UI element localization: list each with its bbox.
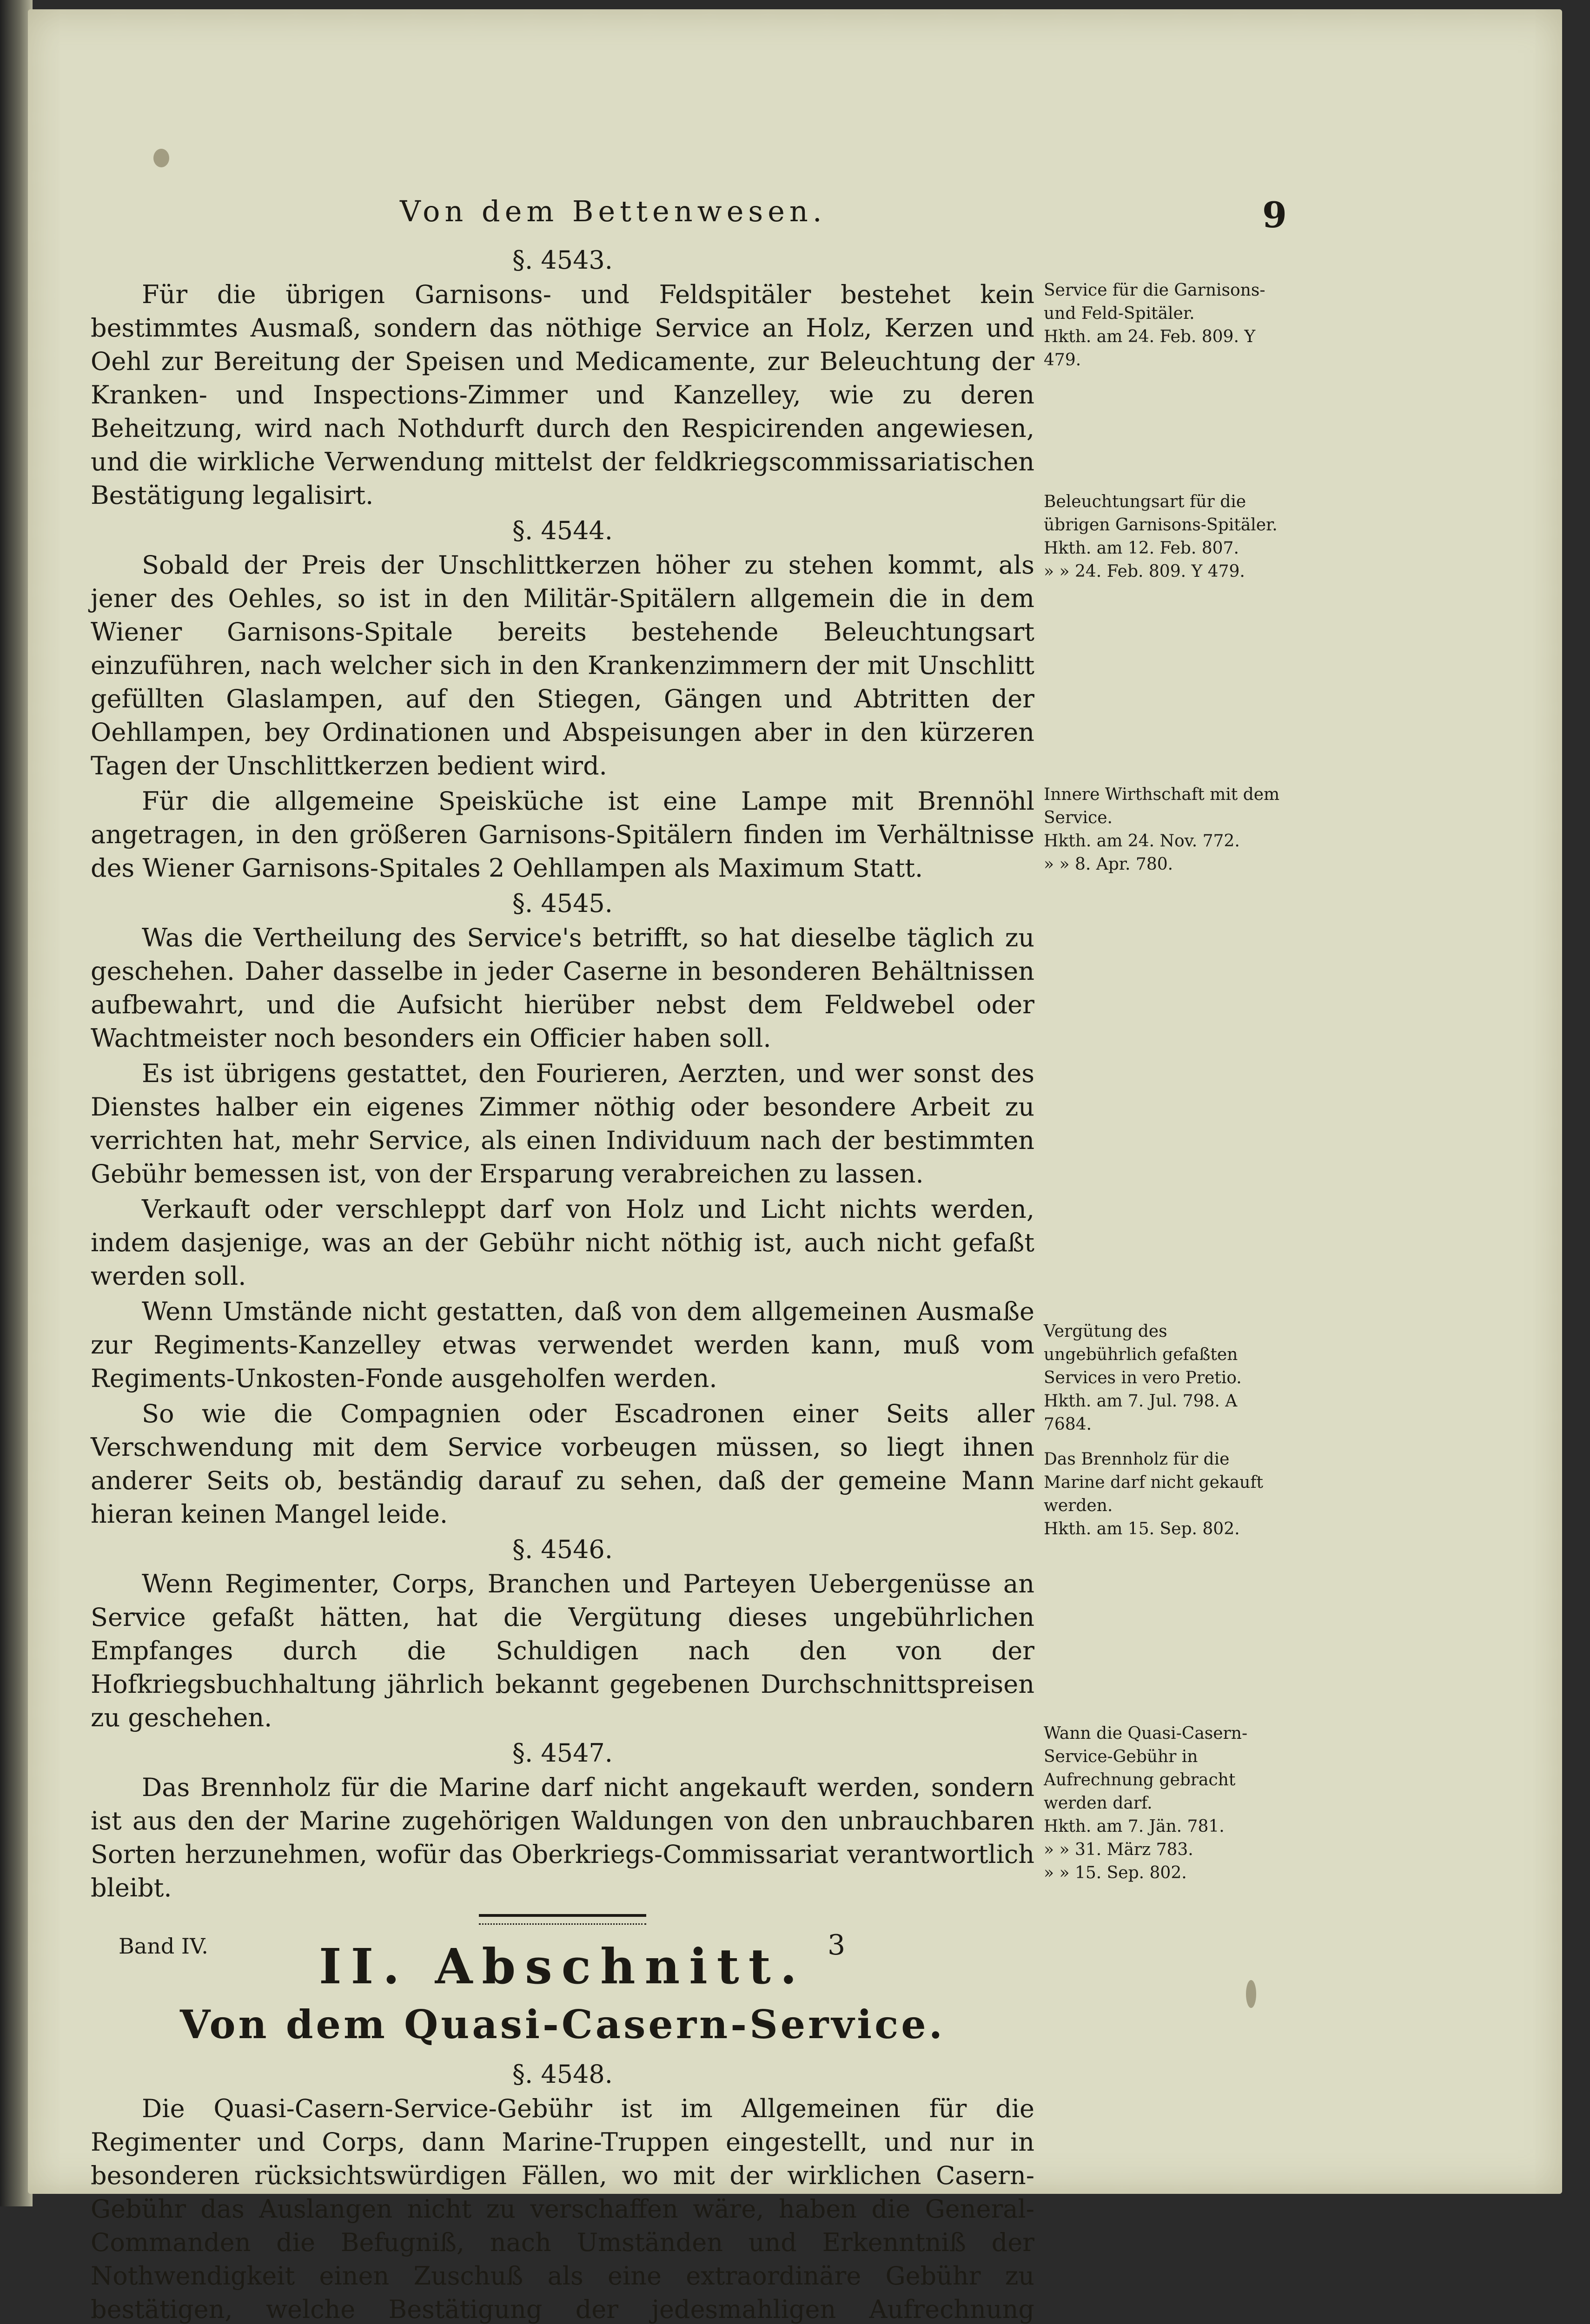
paragraph: Das Brennholz für die Marine darf nicht angekauft werden, sondern ist aus den der Marine zugehörigen Waldungen von den unbrauchbaren Sorten herzunehmen, wofür das Oberkriegs-Commissariat verantwortlich bleibt.	[91, 1773, 1034, 1902]
margin-note-ref: Hkth. am 24. Nov. 772.	[1044, 832, 1240, 851]
margin-note-ref: » » 8. Apr. 780.	[1044, 855, 1173, 874]
page-number: 9	[1262, 194, 1287, 236]
margin-note-ref: Hkth. am 7. Jän. 781.	[1044, 1817, 1225, 1836]
ink-stain	[1246, 1980, 1256, 2008]
paragraph: Die Quasi-Casern-Service-Gebühr ist im Allgemeinen für die Regimenter und Corps, dann Marine-Truppen eingestellt, und nur in besonderen rücksichtswürdigen Fällen, wo mit der wirklichen Casern-Gebühr das Auslangen nicht zu verschaffen wäre, haben die General-Commanden die Befugniß, nach Umständen und Erkenntniß der Nothwendigkeit einen Zuschuß als eine extraordinäre Gebühr zu bestätigen, welche Bestätigung der jedesmahligen Aufrechnung	[91, 2094, 1034, 2324]
section-number: §. 4543.	[512, 245, 613, 275]
margin-note	[1044, 1722, 1285, 1885]
section-number: §. 4546.	[512, 1535, 613, 1564]
margin-note	[1044, 1320, 1285, 1436]
margin-note-ref: » » 24. Feb. 809. Y 479.	[1044, 562, 1245, 581]
margin-note-text: Beleuchtungsart für die übrigen Garnisons-Spitäler.	[1044, 492, 1278, 535]
paragraph: Was die Vertheilung des Service's betrifft, so hat dieselbe täglich zu geschehen. Daher dasselbe in jeder Caserne in besonderen Behältnissen aufbewahrt, und die Aufsicht hierüber nebst dem Feldwebel oder Wachtmeister noch besonders ein Officier haben soll.	[91, 923, 1034, 1053]
section-number: §. 4544.	[512, 516, 613, 545]
section-number: §. 4545.	[512, 889, 613, 918]
margin-note-ref: » » 31. März 783.	[1044, 1840, 1193, 1859]
paragraph: Für die allgemeine Speisküche ist eine Lampe mit Brennöhl angetragen, in den größeren Garnisons-Spitälern finden im Verhältnisse des Wiener Garnisons-Spitales 2 Oehllampen als Maximum Statt.	[91, 786, 1034, 883]
paragraph: Sobald der Preis der Unschlittkerzen höher zu stehen kommt, als jener des Oehles, so ist in den Militär-Spitälern allgemein die in dem Wiener Garnisons-Spitale bereits bestehende Beleuchtungsart einzuführen, nach welcher sich in den Krankenzimmern der mit Unschlitt gefüllten Glaslampen, auf den Stiegen, Gängen und Abtritten der Oehllampen, bey Ordinationen und Abspeisungen aber in den kürzeren Tagen der Unschlittkerzen bedient wird.	[91, 550, 1034, 780]
part-subtitle: Von dem Quasi-Casern-Service.	[180, 2001, 945, 2047]
margin-note-text: Vergütung des ungebührlich gefaßten Services in vero Pretio.	[1044, 1322, 1242, 1387]
paragraph: Wenn Regimenter, Corps, Branchen und Parteyen Uebergenüsse an Service gefaßt hätten, hat die Vergütung dieses ungebührlichen Empfanges durch die Schuldigen nach den von der Hofkriegsbuchhaltung jährlich bekannt gegebenen Durchschnittspreisen zu geschehen.	[91, 1569, 1034, 1732]
footer-signature: Band IV.	[119, 1934, 208, 1959]
margin-note-text: Innere Wirthschaft mit dem Service.	[1044, 785, 1280, 827]
margin-note-ref: Hkth. am 24. Feb. 809. Y 479.	[1044, 327, 1256, 370]
main-text-column	[91, 242, 1034, 2324]
margin-note-text: Service für die Garnisons- und Feld-Spitäler.	[1044, 281, 1265, 323]
margin-note-ref: Hkth. am 15. Sep. 802.	[1044, 1519, 1240, 1538]
paragraph: Verkauft oder verschleppt darf von Holz und Licht nichts werden, indem dasjenige, was an der Gebühr nicht nöthig ist, auch nicht gefaßt werden soll.	[91, 1195, 1034, 1291]
part-title: II. Abschnitt.	[318, 1938, 806, 1995]
margin-note-text: Wann die Quasi-Casern-Service-Gebühr in Aufrechnung gebracht werden darf.	[1044, 1724, 1248, 1813]
footer-signature-number: 3	[828, 1929, 846, 1961]
margin-note-text: Das Brennholz für die Marine darf nicht gekauft werden.	[1044, 1450, 1264, 1515]
ink-stain	[153, 149, 169, 167]
margin-note	[1044, 490, 1285, 583]
margin-note-ref: Hkth. am 12. Feb. 807.	[1044, 539, 1239, 558]
running-head: Von dem Bettenwesen.	[400, 194, 827, 228]
margin-note	[1044, 1448, 1285, 1541]
section-number: §. 4547.	[512, 1738, 613, 1768]
paragraph: Es ist übrigens gestattet, den Fourieren, Aerzten, und wer sonst des Dienstes halber ein eigenes Zimmer nöthig oder besondere Arbeit zu verrichten hat, mehr Service, als einen Individuum nach der bestimmten Gebühr bemessen ist, von der Ersparung verabreichen zu lassen.	[91, 1059, 1034, 1188]
margin-note-ref: » » 15. Sep. 802.	[1044, 1863, 1187, 1882]
section-number: §. 4548.	[512, 2060, 613, 2089]
paragraph: Für die übrigen Garnisons- und Feldspitäler bestehet kein bestimmtes Ausmaß, sondern das nöthige Service an Holz, Kerzen und Oehl zur Bereitung der Speisen und Medicamente, zur Beleuchtung der Kranken- und Inspections-Zimmer und Kanzelley, wie zu deren Beheitzung, wird nach Nothdurft durch den Respicirenden angewiesen, und die wirkliche Verwendung mittelst der feldkriegscommissariatischen Bestätigung legalisirt.	[91, 280, 1034, 510]
margin-note-ref: Hkth. am 7. Jul. 798. A 7684.	[1044, 1392, 1238, 1434]
decorative-rule	[479, 1914, 646, 1925]
margin-note	[1044, 279, 1285, 372]
paragraph: Wenn Umstände nicht gestatten, daß von dem allgemeinen Ausmaße zur Regiments-Kanzelley etwas verwendet werden kann, muß vom Regiments-Unkosten-Fonde ausgeholfen werden.	[91, 1297, 1034, 1393]
paragraph: So wie die Compagnien oder Escadronen einer Seits aller Verschwendung mit dem Service vorbeugen müssen, so liegt ihnen anderer Seits ob, beständig darauf zu sehen, daß der gemeine Mann hieran keinen Mangel leide.	[91, 1399, 1034, 1529]
margin-note	[1044, 783, 1285, 876]
